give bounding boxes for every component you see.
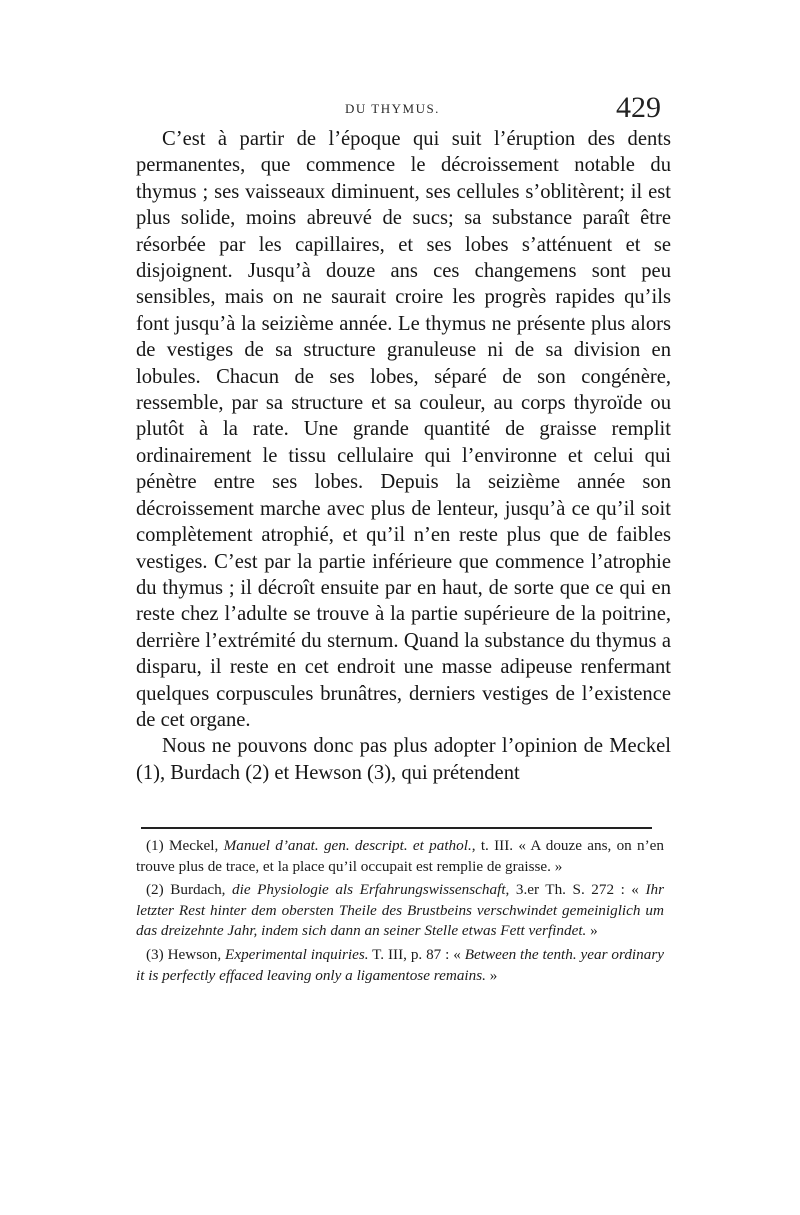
footnote-3-prefix: (3) Hewson, <box>146 945 226 963</box>
running-title: DU THYMUS. <box>345 101 440 116</box>
footnote-2-title: die Physiologie als Erfahrungswissenschaft <box>232 881 506 899</box>
page-number: 429 <box>616 91 661 124</box>
footnote-2-middle: , 3.er Th. S. 272 : « <box>505 881 646 899</box>
footnote-2 <box>136 880 664 942</box>
running-header <box>0 91 800 124</box>
footnote-1 <box>136 836 664 877</box>
footnote-1-suffix: , t. III. « A douze ans, on n’en trouve plus de trace, et la place qu’il occupait est remplie de graisse. » <box>136 837 665 875</box>
body-paragraph-2: Nous ne pouvons donc pas plus adopter l’opinion de Meckel (1), Burdach (2) et Hewson (3), qui prétendent <box>136 735 671 784</box>
footnote-separator-rule <box>141 827 652 829</box>
footnote-3-middle: T. III, p. 87 : « <box>368 945 465 963</box>
footnote-3-quote: Between the tenth. year ordinary it is perfectly effaced leaving only a ligamentose remains. <box>136 945 664 984</box>
main-text <box>136 126 671 786</box>
footnote-1-title: Manuel d’anat. gen. descript. et pathol. <box>223 837 472 854</box>
footnote-2-prefix: (2) Burdach, <box>146 881 233 899</box>
footnote-1-prefix: (1) Meckel, <box>146 837 224 854</box>
body-paragraph-1: C’est à partir de l’époque qui suit l’éruption des dents permanentes, que commence le décroissement notable du thymus ; ses vaisseaux diminuent, ses cellules s’oblitèrent; il est plus solide, moins abreuvé de sucs; sa substance paraît être résorbée par les capillaires, et ses lobes s’atténuent et se disjoignent. Jusqu’à douze ans ces changemens sont peu sensibles, mais on ne saurait croire les progrès rapides qu’ils font jusqu’à la seizième année. Le thymus ne présente plus alors de vestiges de sa structure granuleuse ni de sa division en lobules. Chacun de ses lobes, séparé de son congénère, ressemble, par sa structure et sa couleur, au corps thyroïde ou plutôt à la rate. Une grande quantité de graisse remplit ordinairement le tissu cellulaire qui l’environne et celui qui pénètre entre ses lobes. Depuis la seizième année son décroissement marche avec plus de lenteur, jusqu’à ce qu’il soit complètement atrophié, et qu’il n’en reste plus que de faibles vestiges. C’est par la partie inférieure que commence l’atrophie du thymus ; il décroît ensuite par en haut, de sorte que ce qui en reste chez l’adulte se trouve à la partie supérieure de la poitrine, derrière l’extrémité du sternum. Quand la substance du thymus a disparu, il reste en cet endroit une masse adipeuse renfermant quelques corpuscules brunâtres, derniers vestiges de l’existence de cet organe. <box>136 128 671 731</box>
footnote-2-quote: Ihr letzter Rest hinter dem obersten Theile des Brustbeins verschwindet gemeiniglich um das dreizehnte Jahr, indem sich dann an seiner Stelle etwas Fett verfindet. <box>136 881 664 940</box>
footnotes <box>136 836 664 989</box>
footnote-3-title: Experimental inquiries. <box>225 945 369 963</box>
footnote-3-suffix: » <box>485 966 498 984</box>
footnote-2-suffix: » <box>586 922 598 940</box>
footnote-3 <box>136 945 664 986</box>
